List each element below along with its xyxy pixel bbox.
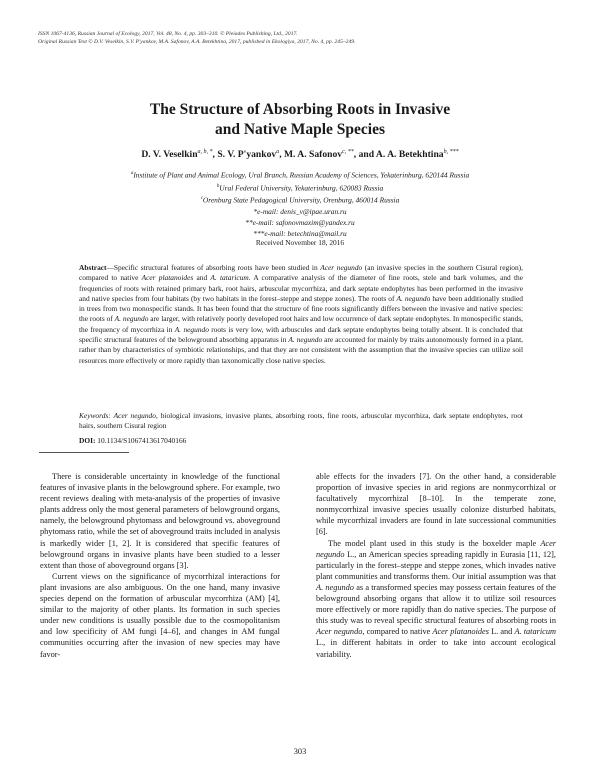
doi-value[interactable]: 10.1134/S1067413617040166 [97,436,187,445]
doi-label: DOI: [79,436,96,445]
author-mark: a, b, * [197,149,213,155]
author-name: M. A. Safonov [283,149,343,161]
body-column-left [40,471,280,660]
body-paragraph: There is considerable uncertainty in knowledge of the functional features of invasive plants in the belowground sphere. For example, two recent reviews dealing with meta-analysis of the properties of invasive plants address only the most general parameters of belowground organs, namely, the belowground phytomass and belowground vs. aboveground phytomass ratio, while the set of aboveground traits included in analysis is markedly wider [1, 2]. It is considered that specific features of belowground organs in invasive plants have been studied to a lesser extent than those of aboveground organs [3]. [40,472,280,570]
received-date: Received November 18, 2016 [255,238,345,247]
email-line[interactable]: **e-mail: safonovmaxim@yandex.ru [245,218,355,228]
email-line[interactable]: *e-mail: denis_v@ipae.uran.ru [253,207,347,217]
title-line: The Structure of Absorbing Roots in Invasive [149,101,451,118]
abstract-text: Specific structural features of absorbing roots have been studied in Acer negundo (an invasive species in the southern Cisural region), compared to native Acer platanoides and A. tataricum. A comparative analysis of the diameter of fine roots, stele and bark volumes, and the frequencies of roots with retained primary bark, root hairs, arbuscular mycorrhiza, and dark septate endophytes has been performed in the invasive and native species from four habitats (by two habitats in the forest–steppe and steppe zones). The roots of A. negundo have been additionally studied in trees from two monospecific stands. It has been found that the structure of fine roots significantly differs between the invasive and native species: the roots of A. negundo are larger, with relatively poorly developed root hairs and low occurrence of dark septate endophytes. In monospecific stands, the frequency of mycorrhiza in A. negundo roots is very low, with arbuscules and dark septate endophytes being totally absent. It is concluded that specific structural features of the belowground absorbing apparatus in A. negundo are accounted for mainly by traits autonomously formed in a plant, rather than by characteristics of symbiotic relationships, and that they are not consistent with the assumption that the invasive species can utilize soil resources more effectively or more rapidly than taxonomically close native species. [79,263,523,365]
body-column-right [316,471,556,660]
page-number: 303 [293,747,307,756]
title-line: and Native Maple Species [214,121,386,138]
author-name: A. A. Betekhtina [375,149,444,161]
affiliation-mark: c [200,196,203,202]
abstract: Abstract—Specific structural features of absorbing roots have been studied in Acer negundo (an invasive species in the southern Cisural region), compared to native Acer platanoides and A. tataricum. A comparative analysis of the diameter of fine roots, stele and bark volumes, and the frequencies of roots with retained primary bark, root hairs, arbuscular mycorrhiza, and dark septate endophytes has been performed in the invasive and native species from four habitats (by two habitats in the forest–steppe and steppe zones). The roots of A. negundo have been additionally studied in trees from two monospecific stands. It has been found that the structure of fine roots significantly differs between the invasive and native species: the roots of A. negundo are larger, with relatively poorly developed root hairs and low occurrence of dark septate endophytes. In monospecific stands, the frequency of mycorrhiza in A. negundo roots is very low, with arbuscules and dark septate endophytes being totally absent. It is concluded that specific structural features of the belowground absorbing apparatus in A. negundo are accounted for mainly by traits autonomously formed in a plant, rather than by characteristics of symbiotic relationships, and that they are not consistent with the assumption that the invasive species can utilize soil resources more effectively or more rapidly than taxonomically close native species. [79,263,523,365]
keywords [79,411,523,432]
section-divider [39,452,129,453]
keywords-text: Acer negundo, biological invasions, invasive plants, absorbing roots, fine roots, arbuscular mycorrhiza, dark septate endophytes, root hairs, southern Cisural region [79,411,523,431]
affiliation-line [0,193,600,206]
affiliation-mark: b [216,183,220,189]
article-title [0,100,600,140]
journal-header-line: ISSN 1067-4136, Russian Journal of Ecology, 2017, Vol. 48, No. 4, pp. 303–310. © Pleiades Publishing, Ltd., 2017. [38,31,298,37]
abstract-label: Abstract [79,263,107,272]
author-mark: c, ** [342,149,354,155]
journal-header [38,30,568,46]
email-line[interactable]: ***e-mail: betechtina@mail.ru [253,229,347,239]
author-name: D. V. Veselkin [141,149,198,161]
affiliation-text: Institute of Plant and Animal Ecology, Ural Branch, Russian Academy of Sciences, Yekaterinburg, 620144 Russia [133,170,470,180]
author-mark: a [276,149,280,155]
affiliation-text: Ural Federal University, Yekaterinburg, 620083 Russia [219,183,384,193]
author-list: D. V. Veselkin$^{a, b, *}$, S. V. P'yankov$^a$, M. A. Safonov$^{c, **}$, and A. A. Betekhtina$^{b, ***}$ [141,149,459,161]
journal-header-line: Original Russian Text © D.V. Veselkin, S.V. P'yankov, M.A. Safonov, A.A. Betekhtina, 2017, published in Ekologiya, 2017, No. 4, pp. 245–249. [38,39,356,45]
author-mark: b, *** [443,149,459,155]
author-name: S. V. P'yankov [217,149,277,161]
affiliation-text: Orenburg State Pedagogical University, Orenburg, 460014 Russia [202,195,400,205]
body-paragraph: Current views on the significance of mycorrhizal interactions for plant invasions are also ambiguous. On the one hand, many invasive species depend on the formation of arbuscular mycorrhiza (AM) [4], similar to the majority of other plants. Its formation in such species under new conditions is usually possible due to the cosmopolitanism and low specificity of AM fungi [4–6], and changes in AM fungal communities occurring after the invasion of new species may have favor- [40,571,280,659]
affiliation-line [0,181,600,194]
affiliation-line [0,168,600,181]
body-paragraph: The model plant used in this study is the boxelder maple Acer negundo L., an American species spreading rapidly in Eurasia [11, 12], particularly in the forest–steppe and steppe zones, which invades native plant communities and transforms them. Our initial assumption was that A. negundo as a transformed species may possess certain features of the belowground absorbing organs that allow it to utilize soil resources more effectively or more rapidly than do native species. The purpose of this study was to reveal specific structural features of absorbing roots in Acer negundo, compared to native Acer platanoides L. and A. tataricum L., in different habitats in order to take into account ecological variability. [316,538,556,659]
doi [79,436,523,445]
affiliations [0,168,600,240]
keywords-label: Keywords: [79,411,111,420]
affiliation-mark: a [130,171,134,176]
body-paragraph: able effects for the invaders [7]. On the other hand, a considerable proportion of invasive species in arid regions are nonmycorrhizal or facultatively mycorrhizal [8–10]. In the temperate zone, nonmycorrhizal invasive species usually colonize disturbed habitats, while mycorrhizal invaders are found in late successional communities [6]. [316,472,556,537]
